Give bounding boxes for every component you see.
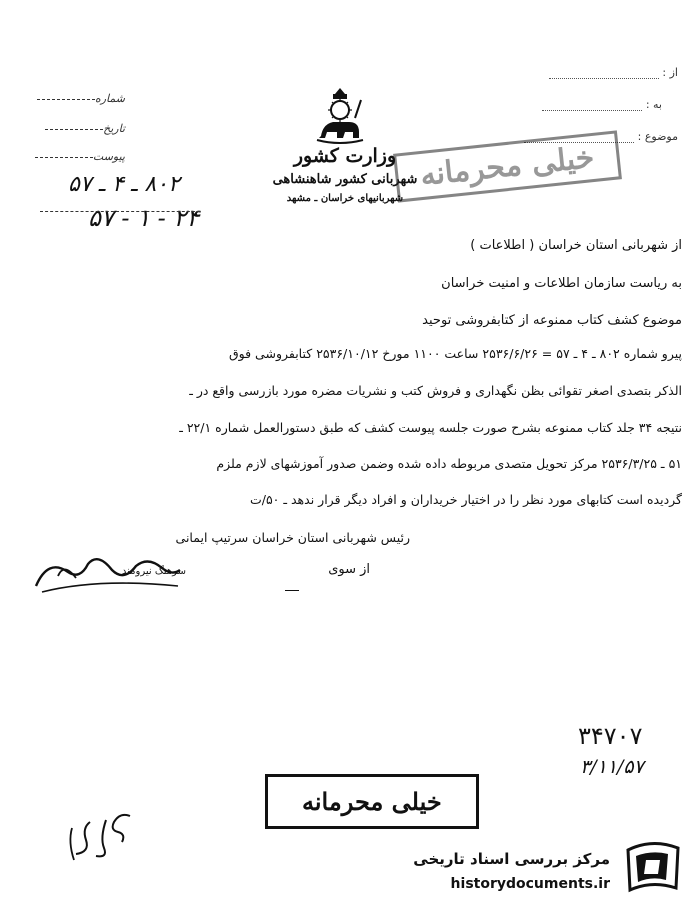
body-line-6: نتیجه ۳۴ جلد کتاب ممنوعه بشرح صورت جلسه پیوست کشف که طبق دستورالعمل شماره ۲۲/۱ ـ [179,420,682,435]
from-label: از : [662,66,678,79]
to-field [512,98,662,111]
center-name: مرکز بررسی اسناد تاریخی [413,850,610,868]
date-field [45,122,125,135]
on-behalf-label: از سوی [328,562,370,577]
subject-label: موضوع : [637,130,678,143]
top-confidential-stamp: خیلی محرمانه [393,130,622,202]
number-label: شماره [94,92,125,105]
branch-title: شهربانیهای خراسان ـ مشهد [286,193,404,204]
body-line-8: گردیده است کتابهای مورد نظر را در اختیار خریداران و افراد دیگر قرار ندهد ـ ۵۰/ت [249,492,682,507]
police-title: شهربانی کشور شاهنشاهی [272,172,418,187]
archive-logo-icon [622,840,684,896]
ministry-title: وزارت کشور [293,145,397,167]
number-field [45,92,125,105]
on-behalf-line [285,590,299,591]
margin-note-scribble [60,808,140,864]
date-label: تاریخ [103,122,125,135]
date-underline [40,211,200,212]
body-line-1: از شهربانی استان خراسان ( اطلاعات ) [470,238,682,253]
body-line-5: الذکر بتصدی اصغر تقوائی بظن نگهداری و فروش کتب و نشریات مضره مورد بازرسی واقع در ـ [189,383,682,398]
from-field [528,66,678,79]
signed-name: سرهنگ نیرومند [121,566,186,577]
body-line-3: موضوع کشف کتاب ممنوعه از کتابفروشی توحید [422,313,682,328]
lion-and-sun-emblem [315,88,365,144]
website: historydocuments.ir [450,876,610,892]
handwritten-number: ۸۰۲ ـ ۴ ـ ۵۷ [68,172,180,197]
archive-number: ۳۴۷۰۷ [578,722,643,750]
archive-date: ۳/۱۱/۵۷ [580,756,644,778]
bottom-confidential-stamp: خیلی محرمانه [265,774,479,829]
body-line-2: به ریاست سازمان اطلاعات و امنیت خراسان [441,276,682,291]
attachment-field [45,150,125,163]
body-line-4: پیرو شماره ۸۰۲ ـ ۴ ـ ۵۷ = ۲۵۳۶/۶/۲۶ ساعت ۱۱۰۰ مورخ ۲۵۳۶/۱۰/۱۲ کتابفروشی فوق [228,346,682,361]
to-label: به : [645,98,662,111]
footer-brand [413,836,690,900]
body-line-7: ۵۱ ـ ۲۵۳۶/۳/۲۵ مرکز تحویل متصدی مربوطه داده شده وضمن صدور آموزشهای لازم ملزم [216,456,682,471]
handwritten-date: ۲۴ - ۱ - ۵۷ [88,204,200,232]
signatory-title: رئیس شهربانی استان خراسان سرتیپ ایمانی [175,530,410,545]
attachment-label: پیوست [92,150,125,163]
